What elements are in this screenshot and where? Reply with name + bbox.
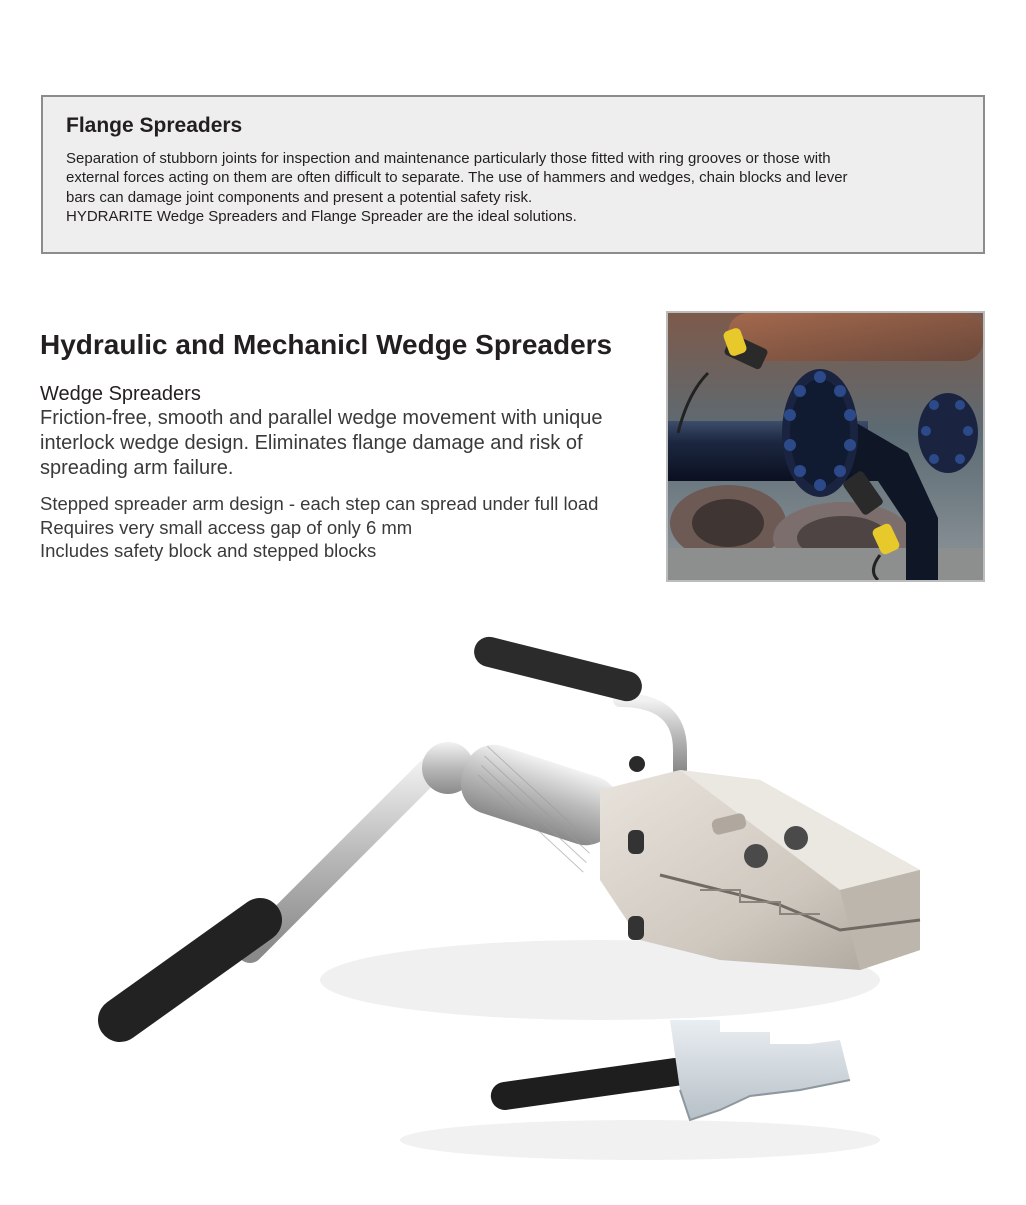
flange-application-photo (666, 311, 985, 582)
feature-item: Stepped spreader arm design - each step can spread under full load (40, 493, 599, 514)
wedge-spreader-illustration (80, 620, 960, 1180)
intro-line: external forces acting on them are often difficult to separate. The use of hammers and wedges, chain blocks and lever (66, 169, 848, 187)
intro-box (41, 95, 985, 254)
section-title: Hydraulic and Mechanicl Wedge Spreaders (40, 329, 613, 360)
flange-photo-illustration (668, 313, 983, 580)
feature-item: Requires very small access gap of only 6 mm (40, 516, 413, 538)
feature-list (40, 492, 660, 563)
intro-title: Flange Spreaders (66, 114, 243, 137)
intro-line: bars can damage joint components and present a potential safety risk. (66, 188, 533, 206)
section-subtitle: Wedge Spreaders (40, 383, 201, 405)
intro-line: Separation of stubborn joints for inspection and maintenance particularly those fitted with ring grooves or those with (66, 150, 831, 167)
section-description: Friction-free, smooth and parallel wedge movement with unique interlock wedge design. Eliminates flange damage and risk of spreading arm failure. (40, 407, 603, 479)
feature-item: Includes safety block and stepped blocks (40, 540, 377, 561)
intro-body (66, 149, 961, 226)
wedge-spreader-product-image (80, 620, 960, 1180)
intro-line: HYDRARITE Wedge Spreaders and Flange Spreader are the ideal solutions. (66, 207, 577, 225)
